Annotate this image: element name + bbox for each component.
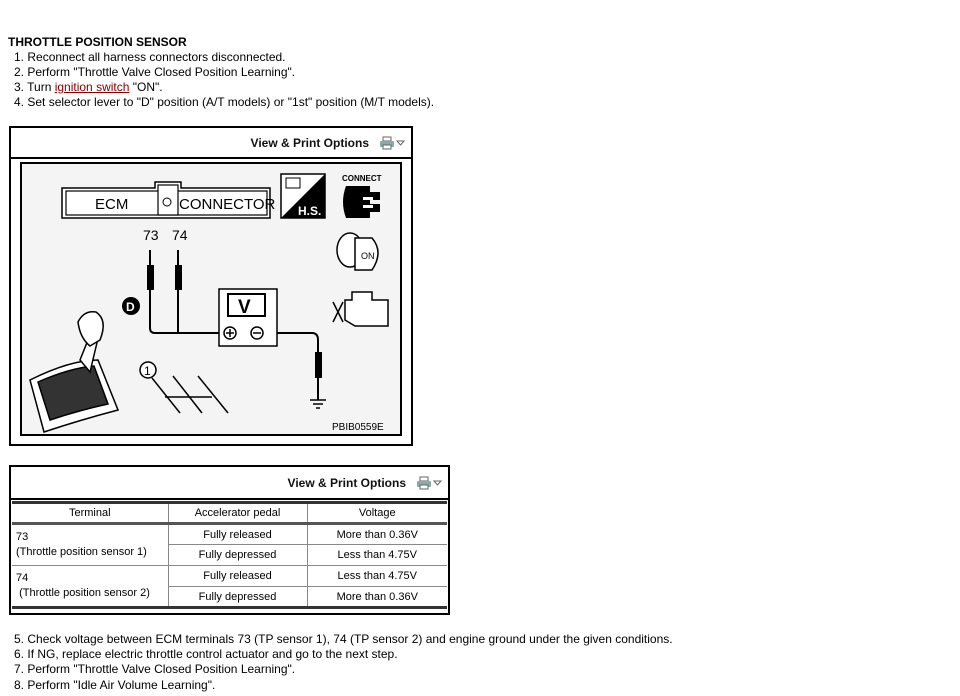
voltmeter-label: V	[238, 297, 251, 318]
probe-74	[175, 265, 182, 290]
chevron-down-icon	[396, 140, 405, 146]
step-text: If NG, replace electric throttle control actuator and go to the next step.	[27, 647, 398, 661]
gear-1-label: 1	[144, 364, 151, 378]
step-num: 2.	[14, 65, 25, 79]
d-label: D	[126, 300, 135, 314]
on-label: ON	[361, 251, 375, 261]
connector-label: CONNECTOR	[179, 196, 276, 213]
step-text: Set selector lever to "D" position (A/T models) or "1st" position (M/T models).	[27, 95, 435, 109]
terminal-cell	[12, 524, 168, 566]
step-text: Perform "Throttle Valve Closed Position Learning".	[27, 662, 296, 676]
step-num: 8.	[14, 678, 25, 692]
step-2	[14, 65, 295, 79]
voltage-cell: More than 0.36V	[307, 587, 447, 608]
terminal-number: 74	[16, 572, 29, 584]
section-title: THROTTLE POSITION SENSOR	[8, 35, 187, 49]
figure-panel	[9, 126, 413, 446]
step-text: Turn	[27, 80, 55, 94]
step-5	[14, 632, 673, 646]
step-num: 7.	[14, 662, 25, 676]
step-1	[14, 50, 286, 64]
voltage-cell: Less than 4.75V	[307, 566, 447, 587]
figure-header	[11, 128, 411, 159]
step-4	[14, 95, 434, 109]
voltage-cell: More than 0.36V	[307, 524, 447, 545]
chevron-down-icon	[433, 480, 442, 486]
connect-label: CONNECT	[342, 174, 382, 183]
ecm-label: ECM	[95, 196, 129, 213]
terminal-73-label: 73	[143, 227, 159, 243]
step-7	[14, 662, 295, 676]
col-voltage: Voltage	[307, 503, 447, 524]
view-print-options-link[interactable]: View & Print Options	[250, 135, 369, 150]
printer-icon	[379, 136, 395, 150]
table-row	[12, 524, 447, 545]
pedal-cell: Fully released	[168, 566, 307, 587]
step-num: 5.	[14, 632, 25, 646]
terminal-cell	[12, 566, 168, 608]
ecm-connector-diagram	[20, 162, 404, 438]
pedal-cell: Fully depressed	[168, 545, 307, 566]
voltage-table	[12, 501, 447, 609]
step-text: Reconnect all harness connectors disconnected.	[27, 50, 286, 64]
ground-probe	[315, 352, 322, 378]
step-text: Perform "Throttle Valve Closed Position Learning".	[27, 65, 296, 79]
printer-icon	[416, 476, 432, 490]
step-6	[14, 647, 398, 661]
col-terminal: Terminal	[12, 503, 168, 524]
terminal-desc: (Throttle position sensor 2)	[19, 587, 150, 599]
step-text: "ON".	[129, 80, 163, 94]
print-options-button[interactable]	[379, 136, 405, 150]
table-row	[12, 566, 447, 587]
table-header-bar	[11, 467, 448, 500]
figure-id: PBIB0559E	[332, 422, 384, 433]
step-num: 6.	[14, 647, 25, 661]
step-text: Perform "Idle Air Volume Learning".	[27, 678, 216, 692]
table-header-row	[12, 503, 447, 524]
col-accelerator-pedal: Accelerator pedal	[168, 503, 307, 524]
print-options-button[interactable]	[416, 476, 442, 490]
terminal-desc: (Throttle position sensor 1)	[16, 546, 147, 558]
view-print-options-link[interactable]: View & Print Options	[287, 475, 406, 490]
ignition-switch-link[interactable]: ignition switch	[54, 80, 130, 94]
voltage-table-panel	[9, 465, 450, 615]
step-text: Check voltage between ECM terminals 73 (TP sensor 1), 74 (TP sensor 2) and engine ground under the given conditions.	[27, 632, 673, 646]
step-8	[14, 678, 215, 692]
voltage-cell: Less than 4.75V	[307, 545, 447, 566]
terminal-number: 73	[16, 531, 29, 543]
pedal-cell: Fully depressed	[168, 587, 307, 608]
step-3	[14, 80, 163, 94]
pedal-cell: Fully released	[168, 524, 307, 545]
probe-73	[147, 265, 154, 290]
hs-label: H.S.	[298, 204, 322, 218]
step-num: 4.	[14, 95, 25, 109]
terminal-74-label: 74	[172, 227, 188, 243]
step-num: 1.	[14, 50, 25, 64]
step-num: 3.	[14, 80, 25, 94]
